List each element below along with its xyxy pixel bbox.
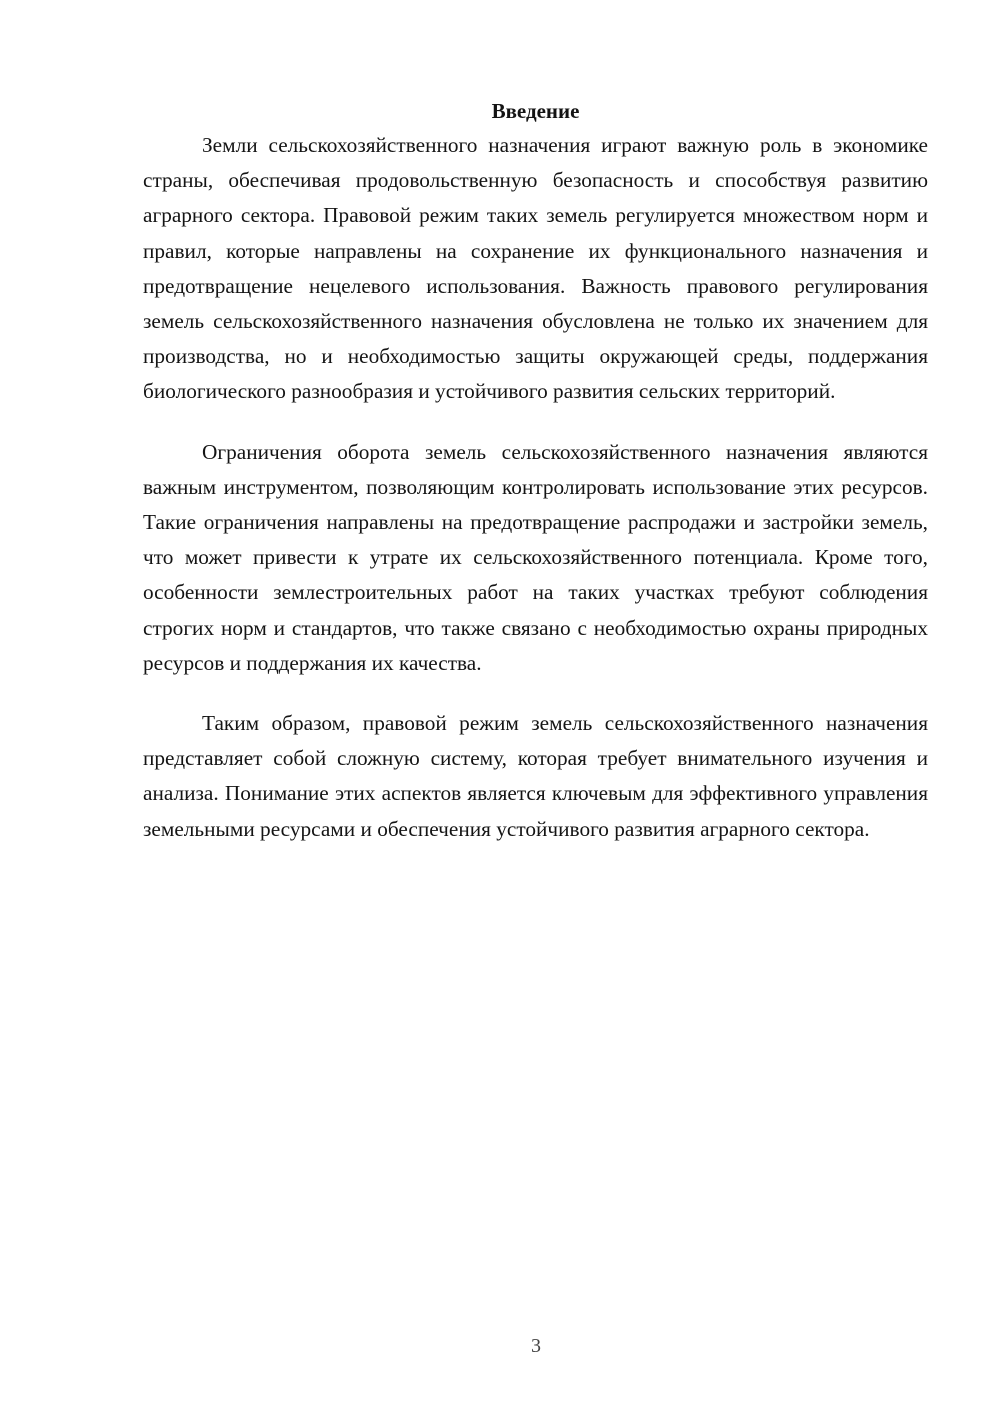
section-heading: Введение	[491, 99, 580, 123]
page-content	[143, 96, 928, 847]
paragraph-3: Таким образом, правовой режим земель сельскохозяйственного назначения представляет собой сложную систему, которая требует внимательного изучения и анализа. Понимание этих аспектов является ключевым для эффективного управления земельными ресурсами и обеспечения устойчивого развития аграрного сектора.	[143, 711, 928, 841]
paragraph-1: Земли сельскохозяйственного назначения играют важную роль в экономике страны, обеспечивая продовольственную безопасность и способствуя развитию аграрного сектора. Правовой режим таких земель регулируется множеством норм и правил, которые направлены на сохранение их функционального назначения и предотвращение нецелевого использования. Важность правового регулирования земель сельскохозяйственного назначения обусловлена не только их значением для производства, но и необходимостью защиты окружающей среды, поддержания биологического разнообразия и устойчивого развития сельских территорий.	[143, 133, 928, 404]
page-number: 3	[531, 1335, 541, 1357]
paragraph-2: Ограничения оборота земель сельскохозяйственного назначения являются важным инструментом, позволяющим контролировать использование этих ресурсов. Такие ограничения направлены на предотвращение распродажи и застройки земель, что может привести к утрате их сельскохозяйственного потенциала. Кроме того, особенности землестроительных работ на таких участках требуют соблюдения строгих норм и стандартов, что также связано с необходимостью охраны природных ресурсов и поддержания их качества.	[143, 439, 928, 675]
